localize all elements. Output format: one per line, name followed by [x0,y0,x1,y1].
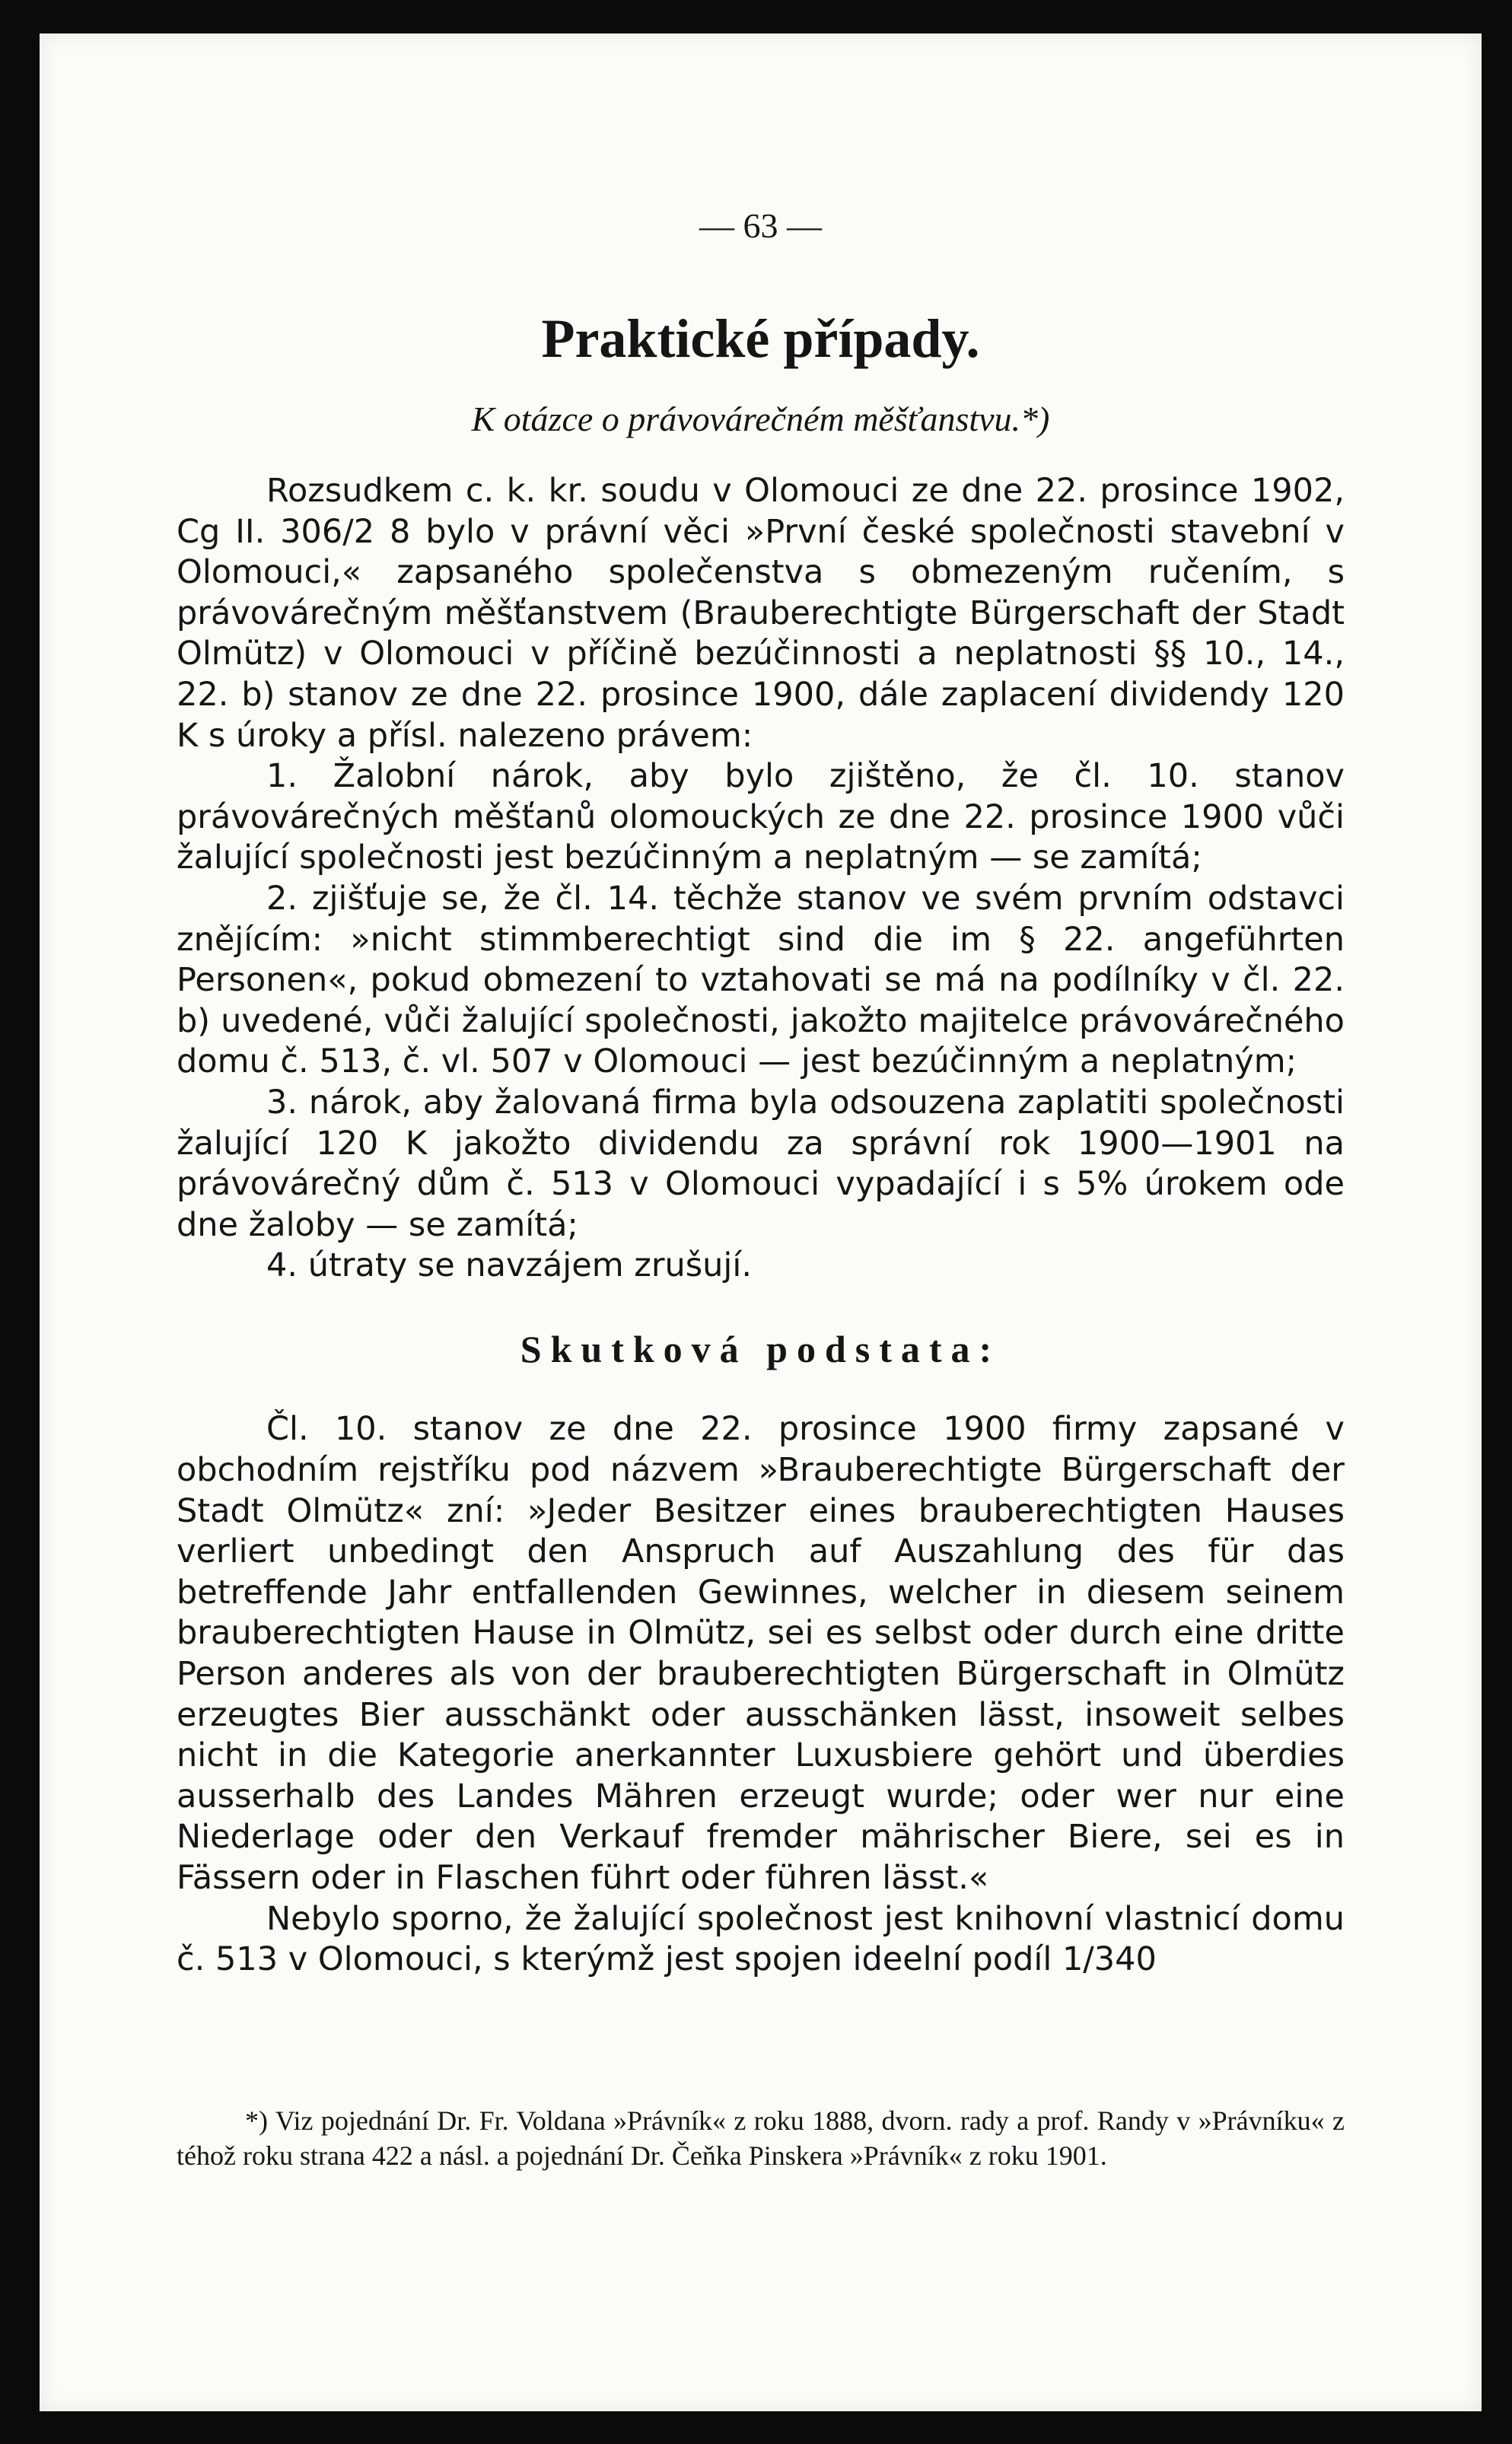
footnote [177,2103,1345,2173]
verdict-item-2: 2. zjišťuje se, že čl. 14. těchže stanov ve svém prvním odstavci znějícím: »nicht stimmberechtigt sind die im § 22. angeführten Personen«, pokud obmezení to vztahovati se má na podílníky v čl. 22. b) uvedené, vůči žalující společnosti, jakožto majitelce právovárečného domu č. 513, č. vl. 507 v Olomouci — jest bezúčinným a neplatným; [177,879,1345,1081]
verdict-item-4: 4. útraty se navzájem zrušují. [266,1246,752,1285]
page-heading: Praktické případy. [541,308,980,369]
book-page [40,33,1482,2411]
article-subtitle: K otázce o právovárečném měšťanstvu.*) [471,399,1050,438]
article-body [177,471,1345,1981]
page-number: — 63 — [699,206,822,245]
verdict-item-1: 1. Žalobní nárok, aby bylo zjištěno, že čl. 10. stanov právovárečných měšťanů olomouckých ze dne 22. prosince 1900 vůči žalující společnosti jest bezúčinným a neplatným — se zamítá; [177,757,1345,877]
footnote-text: *) Viz pojednání Dr. Fr. Voldana »Právník« z roku 1888, dvorn. rady a prof. Randy v »Právníku« z téhož roku strana 422 a násl. a pojednání Dr. Čeňka Pinskera »Právník« z roku 1901. [177,2105,1345,2171]
intro-paragraph: Rozsudkem c. k. kr. soudu v Olomouci ze dne 22. prosince 1902, Cg II. 306/2 8 bylo v právní věci »První české společnosti stavební v Olomouci,« zapsaného společenstva s obmezeným ručením, s právovárečným měšťanstvem (Brauberechtigte Bürgerschaft der Stadt Olmütz) v Olomouci v příčině bezúčinnosti a neplatnosti §§ 10., 14., 22. b) stanov ze dne 22. prosince 1900, dále zaplacení dividendy 120 K s úroky a přísl. nalezeno právem: [177,472,1345,755]
facts-paragraph-1: Čl. 10. stanov ze dne 22. prosince 1900 firmy zapsané v obchodním rejstříku pod názvem »Brauberechtigte Bürgerschaft der Stadt Olmütz« zní: »Jeder Besitzer eines brauberechtigten Hauses verliert unbedingt den Anspruch auf Auszahlung des für das betreffende Jahr entfallenden Gewinnes, welcher in diesem seinem brauberechtigten Hause in Olmütz, sei es selbst oder durch eine dritte Person anderes als von der brauberechtigten Bürgerschaft in Olmütz erzeugtes Bier ausschänkt oder ausschänken lässt, insoweit selbes nicht in die Kategorie anerkannter Luxusbiere gehört und überdies ausserhalb des Landes Mähren erzeugt wurde; oder wer nur eine Niederlage oder den Verkauf fremder mährischer Biere, sei es in Fässern oder in Flaschen führt oder führen lässt.« [177,1410,1345,1897]
verdict-item-3: 3. nárok, aby žalovaná firma byla odsouzena zaplatiti společnosti žalující 120 K jakožto dividendu za správní rok 1900—1901 na právovárečný dům č. 513 v Olomouci vypadající i s 5% úrokem ode dne žaloby — se zamítá; [177,1083,1345,1244]
facts-paragraph-2: Nebylo sporno, že žalující společnost jest knihovní vlastnicí domu č. 513 v Olomouci, s kterýmž jest spojen ideelní podíl 1/340 [177,1899,1345,1979]
section-heading: Skutková podstata: [520,1327,1001,1370]
